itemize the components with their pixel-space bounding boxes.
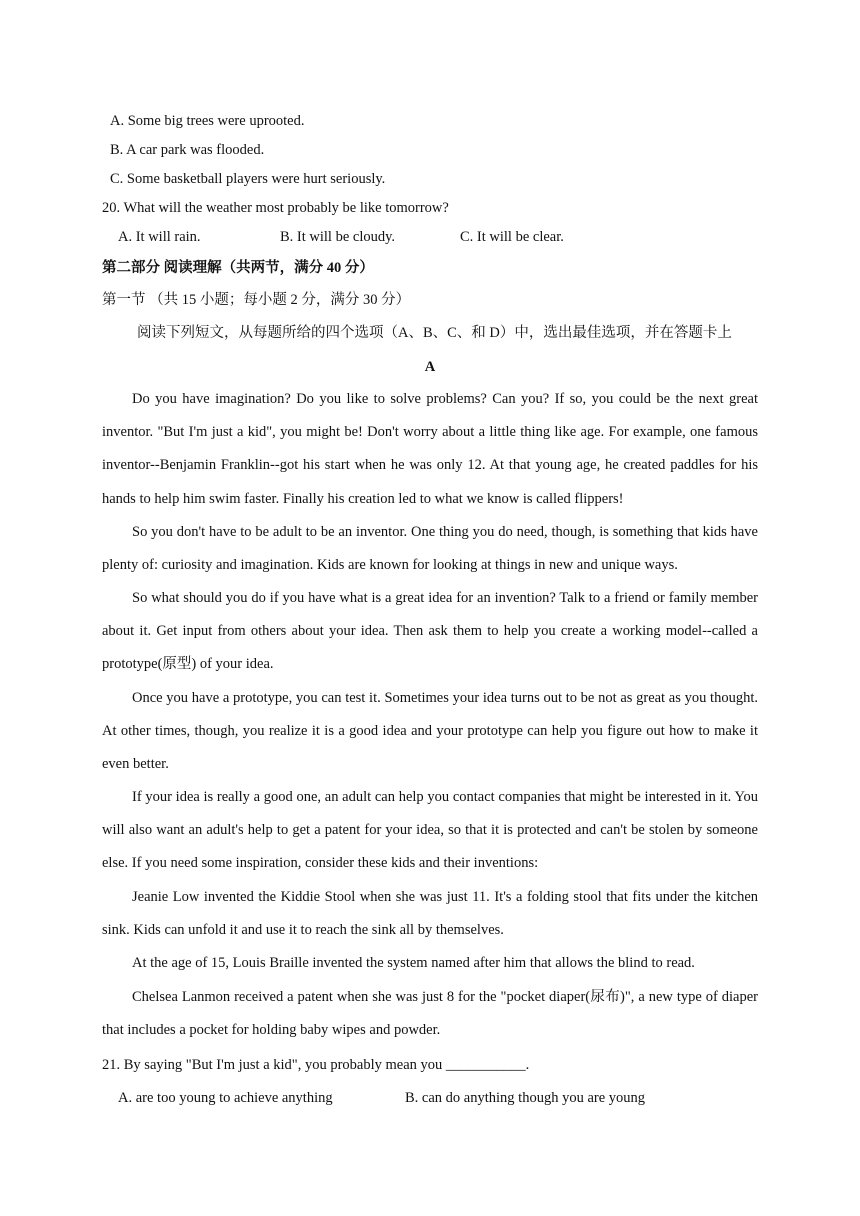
q20-option-b: B. It will be cloudy. bbox=[280, 229, 396, 245]
section2-title: 第二部分 阅读理解（共两节，满分 40 分） bbox=[102, 260, 374, 276]
q20-option-a: A. It will rain. bbox=[118, 229, 201, 245]
q19-option-a: A. Some big trees were uprooted. bbox=[110, 113, 305, 129]
paragraph-4: Once you have a prototype, you can test it. Sometimes your idea turns out to be not as great as you thought. At other times, though, you realize it is a good idea and your prototype can help you figure out how to make it even better. bbox=[102, 690, 758, 773]
section2-part1: 第一节 （共 15 小题；每小题 2 分，满分 30 分） bbox=[102, 292, 411, 308]
q21-question: 21. By saying "But I'm just a kid", you probably mean you ___________. bbox=[102, 1057, 530, 1073]
paragraph-2: So you don't have to be adult to be an inventor. One thing you do need, though, is something that kids have plenty of: curiosity and imagination. Kids are known for looking at things in new and unique ways. bbox=[102, 524, 758, 574]
q19-option-b: B. A car park was flooded. bbox=[110, 142, 265, 158]
q20-question: 20. What will the weather most probably be like tomorrow? bbox=[102, 200, 449, 216]
paragraph-5: If your idea is really a good one, an adult can help you contact companies that might be interested in it. You will also want an adult's help to get a patent for your idea, so that it is protected and can't be stolen by someone else. If you need some inspiration, consider these kids and their inventions: bbox=[102, 789, 758, 872]
passage-letter: A bbox=[424, 359, 436, 375]
paragraph-6: Jeanie Low invented the Kiddie Stool when she was just 11. It's a folding stool that fits under the kitchen sink. Kids can unfold it and use it to reach the sink all by themselves. bbox=[102, 889, 758, 939]
q21-option-b: B. can do anything though you are young bbox=[405, 1090, 646, 1106]
paragraph-7: At the age of 15, Louis Braille invented the system named after him that allows the blind to read. bbox=[132, 955, 695, 971]
q21-option-a: A. are too young to achieve anything bbox=[118, 1090, 333, 1106]
q20-option-c: C. It will be clear. bbox=[460, 229, 564, 245]
paragraph-3: So what should you do if you have what is a great idea for an invention? Talk to a friend or family member about it. Get input from others about your idea. Then ask them to help you create a working model--called a prototype(原型) of your idea. bbox=[102, 590, 758, 673]
q19-option-c: C. Some basketball players were hurt seriously. bbox=[110, 171, 386, 187]
paragraph-1: Do you have imagination? Do you like to solve problems? Can you? If so, you could be the next great inventor. "But I'm just a kid", you might be! Don't worry about a little thing like age. For example, one famous inventor--Benjamin Franklin--got his start when he was only 12. At that young age, he created paddles for his hands to help him swim faster. Finally his creation led to what we know is called flippers! bbox=[102, 391, 758, 507]
paragraph-8: Chelsea Lanmon received a patent when she was just 8 for the "pocket diaper(尿布)", a new type of diaper that includes a pocket for holding baby wipes and powder. bbox=[102, 989, 758, 1039]
instruction: 阅读下列短文，从每题所给的四个选项（A、B、C、和 D）中，选出最佳选项，并在答题卡上 bbox=[137, 325, 732, 341]
